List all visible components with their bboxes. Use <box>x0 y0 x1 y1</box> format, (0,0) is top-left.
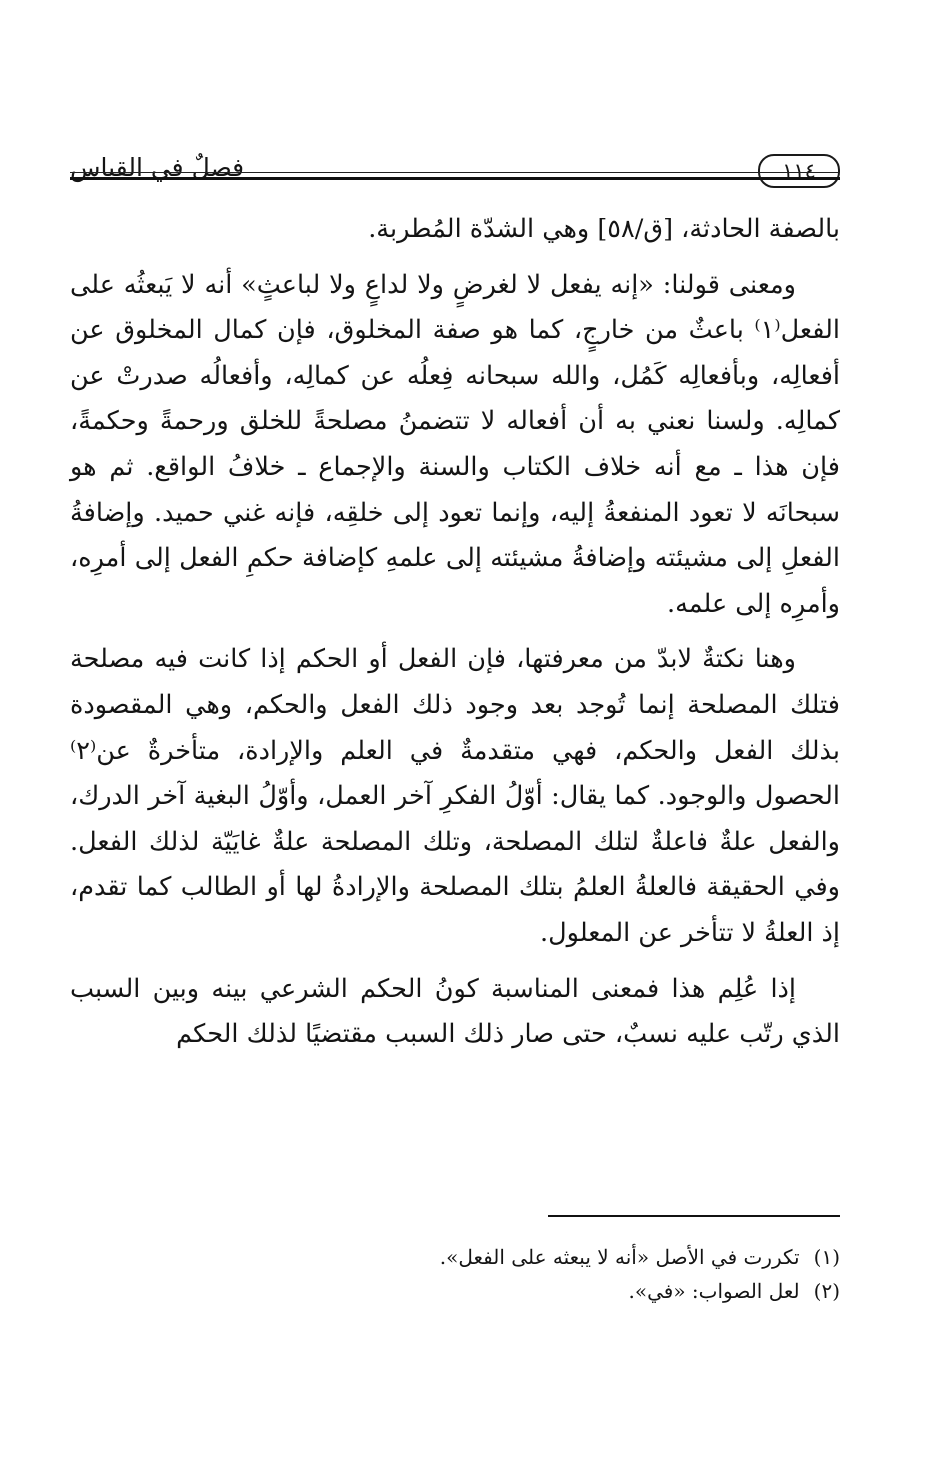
header-rule-thick <box>70 177 840 180</box>
paragraph-2: ومعنى قولنا: «إنه يفعل لا لغرضٍ ولا لداعٍ ولا لباعثٍ» أنه لا يَبعثُه على الفعل⁽١⁾ باعثٌ من خارجٍ، كما هو صفة المخلوق، فإن كمال المخلوق عن أفعالِه، وبأفعالِه كَمُل، والله سبحانه فِعلُه عن كمالِه، وأفعالُه صدرتْ عن كمالِه. ولسنا نعني به أن أفعاله لا تتضمنُ مصلحةً للخلق ورحمةً وحكمةً، فإن هذا ـ مع أنه خلاف الكتاب والسنة والإجماع ـ خلافُ الواقع. ثم هو سبحانَه لا تعود المنفعةُ إليه، وإنما تعود إلى خلقِه، فإنه غني حميد. وإضافةُ الفعلِ إلى مشيئته وإضافةُ مشيئته إلى علمهِ كإضافة حكمِ الفعل إلى أمرِه، وأمرِه إلى علمه. <box>70 269 840 619</box>
footnote-number: (٢) <box>813 1279 840 1303</box>
body-text <box>70 207 840 1058</box>
footnotes <box>70 1240 840 1308</box>
running-title: فصلٌ في القياس <box>70 153 245 182</box>
footnote-text: تكررت في الأصل «أنه لا يبعثه على الفعل». <box>439 1245 800 1269</box>
paragraph-4: إذا عُلِم هذا فمعنى المناسبة كونُ الحكم الشرعي بينه وبين السبب الذي رتّب عليه نسبٌ، حتى صار ذلك السبب مقتضيًا لذلك الحكم <box>70 973 840 1050</box>
paragraph-3: وهنا نكتةٌ لابدّ من معرفتها، فإن الفعل أو الحكم إذا كانت فيه مصلحة فتلك المصلحة إنما تُوجد بعد وجود ذلك الفعل والحكم، وهي المقصودة بذلك الفعل والحكم، فهي متقدمةٌ في العلم والإرادة، متأخرةٌ عن⁽٢⁾ الحصول والوجود. كما يقال: أوّلُ الفكرِ آخر العمل، وأوّلُ البغية آخر الدرك، والفعل علةٌ فاعلةٌ لتلك المصلحة، وتلك المصلحة علةٌ غايَيّة لذلك الفعل. وفي الحقيقة فالعلةُ العلمُ بتلك المصلحة والإرادةُ لها أو الطالب كما تقدم، إذ العلةُ لا تتأخر عن المعلول. <box>70 644 840 948</box>
footnote-text: لعل الصواب: «في». <box>628 1279 800 1303</box>
page-number-badge: ١١٤ <box>758 154 840 188</box>
page-header <box>70 150 840 190</box>
footnote-number: (١) <box>813 1245 840 1269</box>
footnote-separator <box>548 1215 840 1217</box>
footnote-1 <box>70 1240 840 1274</box>
header-rule-thin <box>70 172 840 173</box>
paragraph-1: بالصفة الحادثة، [ق/٥٨] وهي الشدّة المُطربة. <box>368 214 840 244</box>
footnote-2 <box>70 1274 840 1308</box>
